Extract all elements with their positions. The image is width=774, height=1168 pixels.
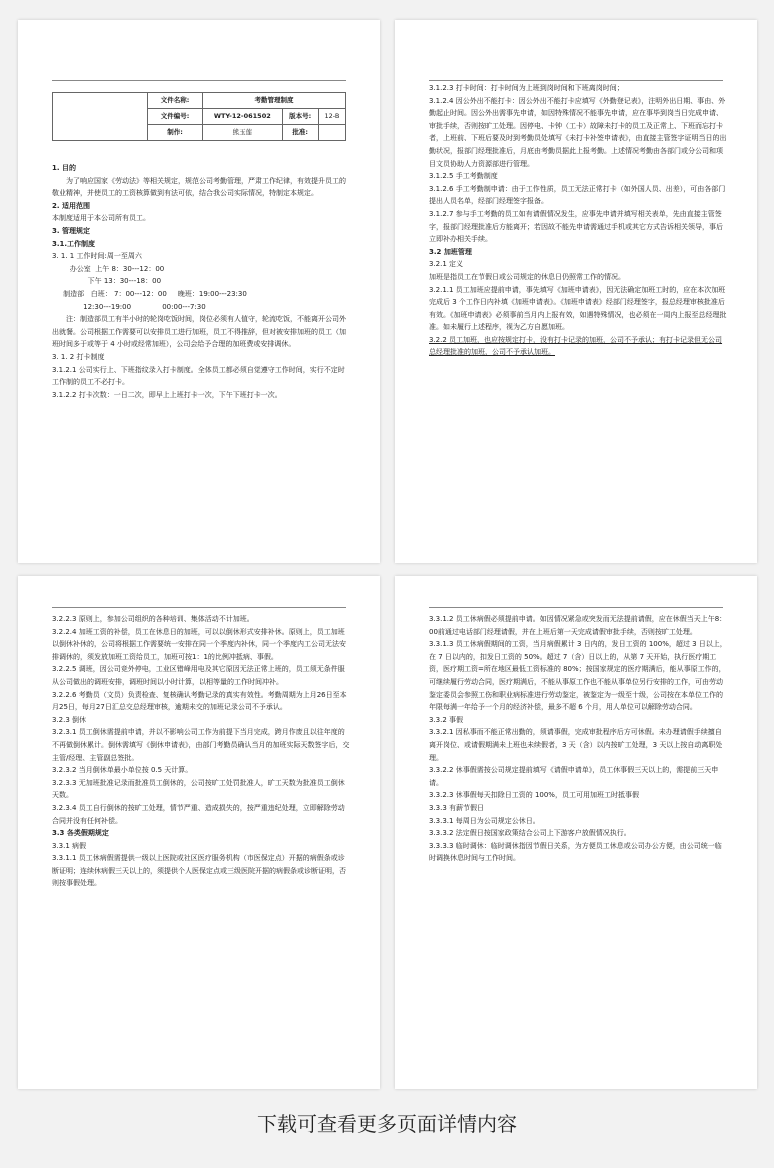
paragraph: 3.3.3 有薪节假日 [429, 803, 485, 812]
author-label: 制作: [148, 125, 203, 141]
version: 12-B [318, 109, 345, 125]
schedule-line: 制造部 白班： 7：00---12：00 晚班：19:00---23:30 [52, 289, 247, 298]
paragraph: 加班是指员工在节假日或公司规定的休息日仍照常工作的情况。 [429, 272, 625, 281]
paragraph: 3.1.2.4 因公外出不能打卡：因公外出不能打卡应填写《外勤登记表》，注明外出日期、事由、外勤起止时间。因公外出需事先申请，如因特殊情况不能事先申请，应在事毕到岗当日完成申请、审批手续，否则按旷工处理。因停电、卡钟（工卡）故障未打卡的员工及正常上、下班而忘打卡者，上班前、下班后要及时到考勤员处填写《未打卡补签申请表》，由直接主管签字证明当日的出勤状况，报部门经理批准后，月底由考勤员据此上报考勤。上述情况考勤由各部门或分公司和项目文员协助人力资源部进行管理。 [429, 96, 727, 168]
author: 熊玉莲 [203, 125, 283, 141]
document-page-1 [18, 20, 380, 563]
paragraph: 3.3.2.2 休事假需按公司规定提前填写《请假申请单》，员工休事假三天以上的，需提前三天申请。 [429, 766, 719, 787]
paragraph: 3.3.2.1 因私事而不能正常出勤的，须请事假，完成审批程序后方可休假。未办理请假手续擅自离开岗位、或请假期满未上班也未续假者，3 天（含）以内按旷工处理，3 天以上按自动离职处理。 [429, 728, 723, 762]
header-rule [429, 80, 723, 81]
schedule-line: 12:30---19:00 00:00---7:30 [52, 302, 206, 311]
paragraph: 3.2.3.1 员工倒休需提前申请，并以不影响公司工作为前提下当月完成，跨月作废且以往年度的不再做倒休累计。倒休需填写《倒休申请表》，由部门考勤员确认当月的加班实际天数签字后，交主管/经理、主管副总签批。 [52, 728, 350, 762]
paragraph: 3.2.3.2 当月倒休单最小单位按 0.5 天计算。 [52, 766, 193, 775]
download-more-link[interactable]: 下载可查看更多页面详情内容 [257, 1112, 517, 1136]
paragraph: 3.3.3.1 每周日为公司规定公休日。 [429, 816, 540, 825]
doc-name: 考勤管理制度 [203, 93, 346, 109]
header-rule [52, 80, 346, 81]
paragraph: 3.1.2.5 手工考勤制度 [429, 172, 498, 181]
paragraph: 3.1.2.7 参与手工考勤的员工如有请假情况发生，应事先申请并填写相关表单，先由直接主管签字，报部门经理批准后方能离开；若因故不能先申请需通过手机或其它方式告诉相关领导，事后立即补办相关手续。 [429, 209, 723, 244]
paragraph: 3.1.2.2 打卡次数：一日二次，即早上上班打卡一次，下午下班打卡一次。 [52, 390, 282, 399]
doc-no: WTY-12-061502 [203, 109, 283, 125]
page-3-body [52, 613, 350, 890]
paragraph: 为了响应国家《劳动法》等相关规定，规范公司考勤管理，严肃工作纪律，有效提升员工的敬业精神，并使员工的工资核算做到有法可依，结合我公司实际情况，特制定本规定。 [52, 176, 346, 198]
page-1-body [52, 162, 350, 401]
paragraph: 3.2.2.6 考勤员（文员）负责检查、复核确认考勤记录的真实有效性。考勤周期为上月26日至本月25日，每月27日汇总交总经理审核，逾期未交的加班记录公司不予承认。 [52, 690, 347, 712]
paragraph: 3.2.3 倒休 [52, 715, 87, 724]
paragraph: 本制度适用于本公司所有员工。 [52, 214, 150, 223]
doc-name-label: 文件名称: [148, 93, 203, 109]
paragraph: 3.2.2.3 原则上，参加公司组织的各种培训、集体活动不计加班。 [52, 615, 254, 623]
paragraph: 3.2.1 定义 [429, 260, 464, 269]
paragraph: 3.3.3.2 法定假日按国家政策结合公司上下游客户放假情况执行。 [429, 829, 631, 838]
document-page-2 [395, 20, 757, 563]
approver [318, 125, 345, 141]
document-page-4 [395, 576, 757, 1089]
header-rule [429, 607, 723, 608]
paragraph: 3.2.2.5 调班，因公司竞外停电，工业区错峰用电及其它原因无法正常上班的，员工须无条件服从公司做出的调班安排，调班时间以小时计算，以相等量的工作时间冲补。 [52, 665, 345, 686]
paragraph: 注：制造部员工有半小时的轮岗吃饭时间，岗位必须有人值守，轮流吃饭，不能离开公司外出就餐。公司根据工作需要可以安排员工进行加班，员工不得推辞，但对被安排加班的员工（加班时间多于或等于 4 小时或经常加班），公司会给予合理的加班费或安排调休。 [52, 315, 346, 349]
paragraph: 3.3.1.2 员工休病假必须提前申请。如因情况紧急或突发而无法提前请假，应在休假当天上午8：00前通过电话部门经理请假，并在上班后第一天完成请假审批手续，否则按旷工处理。 [429, 615, 727, 636]
paragraph: 3.2.3.3 无加班批准记录而批准员工倒休的，公司按旷工处罚批准人，旷工天数为批准员工倒休天数。 [52, 778, 345, 800]
section-heading: 3.2 加班管理 [429, 247, 472, 256]
schedule-line: 下午 13：30---18：00 [52, 277, 162, 286]
paragraph: 3. 1. 1 工作时间:周一至周六 [52, 252, 142, 261]
section-heading: 3.3 各类假期规定 [52, 829, 109, 838]
paragraph: 3.3.3.3 临时调休：临时调休指因节假日关系，为方便员工休息或公司办公方便，由公司统一临时调换休息时间与工作时间。 [429, 841, 722, 863]
paragraph: 3.2.3.4 员工自行倒休的按旷工处理，情节严重、造成损失的，按严重违纪处理，立即解除劳动合同并没有任何补偿。 [52, 803, 345, 825]
paragraph: 3.3.1.1 员工休病假需提供一级以上医院或社区医疗服务机构（市医保定点）开据的病假条或诊断证明；连续休病假三天以上的，须提供个人医保定点或三级医院开据的病假条或诊断证明，否则按事假处理。 [52, 854, 346, 888]
paragraph: 3.1.2.1 公司实行上、下班指纹录入打卡制度。全体员工都必须自觉遵守工作时间，实行不定时工作制的员工不必打卡。 [52, 365, 345, 387]
doc-no-label: 文件编号: [148, 109, 203, 125]
page-2-body [429, 82, 727, 359]
paragraph: 3.2.2 员工加班，也应按规定打卡，没有打卡记录的加班，公司不予承认；有打卡记录但无公司总经理批准的加班，公司不予承认加班。 [429, 335, 723, 357]
paragraph: 3.3.1.3 员工休病假期间的工资，当月病假累计 3 日内的，发日工资的 100%，超过 3 日以上，在 7 日以内的，扣发日工资的 50%。超过 7（含）日以上的，从第 7 天开始，执行医疗期工资，医疗期工资=所在地区最低工资标准的 80%；按国家规定的医疗期满后，能从事原工作的，可继续履行劳动合同，医疗期满后，不能从事原工作也不能从事单位另行安排的工作，可由劳动鉴定委员会参照工伤和职业病标准进行劳动鉴定，被鉴定为一级至十级，公司按在本单位工作的年限每满一年给予一个月的经济补偿，最多不超 6 个月，用人单位可以解除劳动合同。 [429, 640, 727, 712]
paragraph: 3.3.1 病假 [52, 841, 87, 850]
header-rule [52, 607, 346, 608]
paragraph: 3.1.2.6 手工考勤制申请：由于工作性质，员工无法正常打卡（如外国人员、出差），可由各部门提出人员名单，经部门经理签字报备。 [429, 184, 726, 206]
section-heading: 3. 管理规定 [52, 226, 90, 235]
paragraph: 3.3.2 事假 [429, 715, 464, 724]
paragraph: 3. 1. 2 打卡制度 [52, 352, 105, 361]
paragraph: 3.1.2.3 打卡时间：打卡时间为上班到岗时间和下班离岗时间； [429, 84, 624, 92]
version-label: 版本号: [282, 109, 318, 125]
approve-label: 批准: [282, 125, 318, 141]
section-heading: 2. 适用范围 [52, 201, 90, 210]
page-4-body [429, 613, 727, 865]
document-page-3 [18, 576, 380, 1089]
section-heading: 1. 目的 [52, 164, 76, 172]
paragraph: 3.3.2.3 休事假每天扣除日工资的 100%，员工可用加班工时抵事假 [429, 791, 639, 800]
paragraph: 3.2.1.1 员工加班应提前申请，事先填写《加班申请表》，因无法确定加班工时的，应在本次加班完成后 3 个工作日内补填《加班申请表》。《加班申请表》经部门经理签字，报总经理审核批准后有效。《加班申请表》必须事前当月内上报有效，如遇特殊情况，也必须在一周内上报至总经理批准。如未履行上述程序，视为乙方自愿加班。 [429, 285, 727, 332]
schedule-line: 办公室 上午 8：30---12：00 [52, 264, 165, 273]
section-heading: 3.1.工作制度 [52, 239, 96, 248]
document-header-table [52, 92, 346, 141]
paragraph: 3.2.2.4 加班工资的补偿，员工在休息日的加班，可以以倒休形式安排补休。原则上，员工加班以倒休补休的，公司将根据工作需要统一安排在同一个季度内补休，同一个季度内工公司无法安排调休的，须发放加班工资给员工，加班可按1：1的比例冲抵病、事假。 [52, 627, 346, 661]
